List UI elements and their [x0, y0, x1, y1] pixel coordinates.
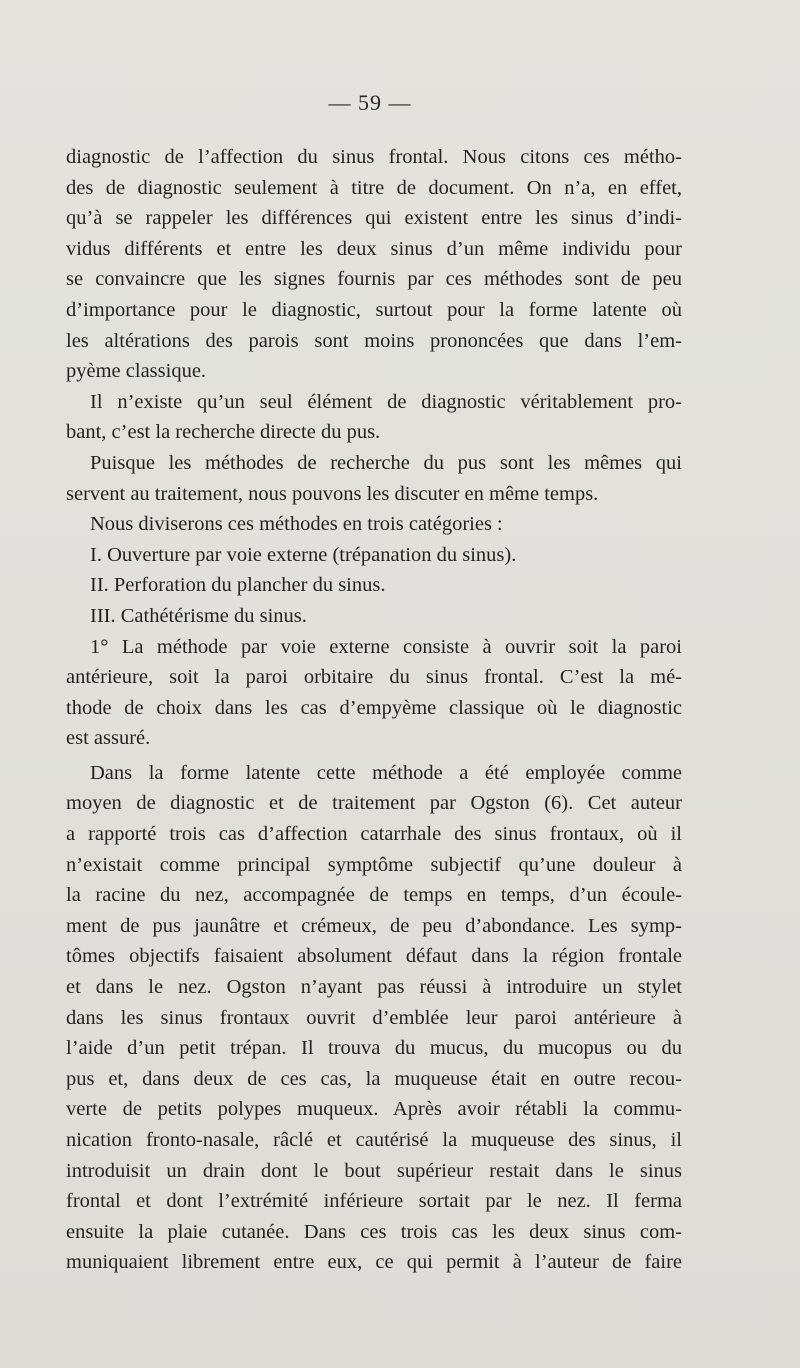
text-line: vidus différents et entre les deux sinus d’un même individu pour — [66, 237, 682, 260]
text-line: les altérations des parois sont moins prononcées que dans l’em- — [66, 329, 682, 352]
text-line: tômes objectifs faisaient absolument défaut dans la région frontale — [66, 945, 682, 968]
body-text — [66, 142, 682, 1278]
text-line: et dans le nez. Ogston n’ayant pas réussi à introduire un stylet — [66, 976, 682, 999]
text-line: Il n’existe qu’un seul élément de diagnostic véritablement pro- — [90, 390, 682, 413]
text-line: III. Cathétérisme du sinus. — [90, 604, 307, 627]
text-line: 1° La méthode par voie externe consiste à ouvrir soit la paroi — [90, 635, 682, 658]
text-line: l’aide d’un petit trépan. Il trouva du mucus, du mucopus ou du — [66, 1037, 682, 1060]
text-line: nication fronto-nasale, râclé et cautérisé la muqueuse des sinus, il — [66, 1129, 682, 1151]
text-line: se convaincre que les signes fournis par ces méthodes sont de peu — [66, 268, 682, 291]
text-line: Dans la forme latente cette méthode a été employée comme — [90, 761, 682, 784]
text-line: des de diagnostic seulement à titre de document. On n’a, en effet, — [66, 176, 682, 199]
text-line: verte de petits polypes muqueux. Après avoir rétabli la commu- — [66, 1098, 682, 1121]
text-line: d’importance pour le diagnostic, surtout pour la forme latente où — [66, 298, 682, 321]
text-line: n’existait comme principal symptôme subjectif qu’une douleur à — [66, 853, 682, 876]
text-line: frontal et dont l’extrémité inférieure sortait par le nez. Il ferma — [66, 1190, 682, 1213]
text-line: est assuré. — [66, 727, 151, 750]
text-line: Puisque les méthodes de recherche du pus sont les mêmes qui — [90, 451, 682, 474]
text-line: I. Ouverture par voie externe (trépanation du sinus). — [90, 543, 517, 566]
text-line: ensuite la plaie cutanée. Dans ces trois cas les deux sinus com- — [66, 1220, 682, 1243]
text-line: Nous diviserons ces méthodes en trois catégories : — [90, 513, 503, 536]
text-line: muniquaient librement entre eux, ce qui permit à l’auteur de faire — [66, 1251, 682, 1274]
text-line: pus et, dans deux de ces cas, la muqueuse était en outre recou- — [66, 1067, 682, 1090]
text-line: servent au traitement, nous pouvons les discuter en même temps. — [66, 482, 599, 505]
text-line: a rapporté trois cas d’affection catarrhale des sinus frontaux, où il — [66, 823, 682, 846]
page-number: — 59 — — [328, 90, 412, 115]
text-line: pyème classique. — [66, 360, 207, 383]
text-line: II. Perforation du plancher du sinus. — [90, 574, 386, 597]
text-line: moyen de diagnostic et de traitement par Ogston (6). Cet auteur — [66, 792, 682, 815]
text-line: dans les sinus frontaux ouvrit d’emblée leur paroi antérieure à — [66, 1006, 682, 1029]
text-line: diagnostic de l’affection du sinus frontal. Nous citons ces métho- — [66, 146, 682, 168]
text-line: thode de choix dans les cas d’empyème classique où le diagnostic — [66, 696, 682, 719]
text-line: bant, c’est la recherche directe du pus. — [66, 421, 381, 444]
text-line: antérieure, soit la paroi orbitaire du sinus frontal. C’est la mé- — [66, 666, 682, 689]
text-line: ment de pus jaunâtre et crémeux, de peu d’abondance. Les symp- — [66, 914, 682, 937]
text-line: introduisit un drain dont le bout supérieur restait dans le sinus — [66, 1159, 682, 1182]
text-line: qu’à se rappeler les différences qui existent entre les sinus d’indi- — [66, 207, 682, 230]
text-line: la racine du nez, accompagnée de temps en temps, d’un écoule- — [66, 884, 682, 907]
